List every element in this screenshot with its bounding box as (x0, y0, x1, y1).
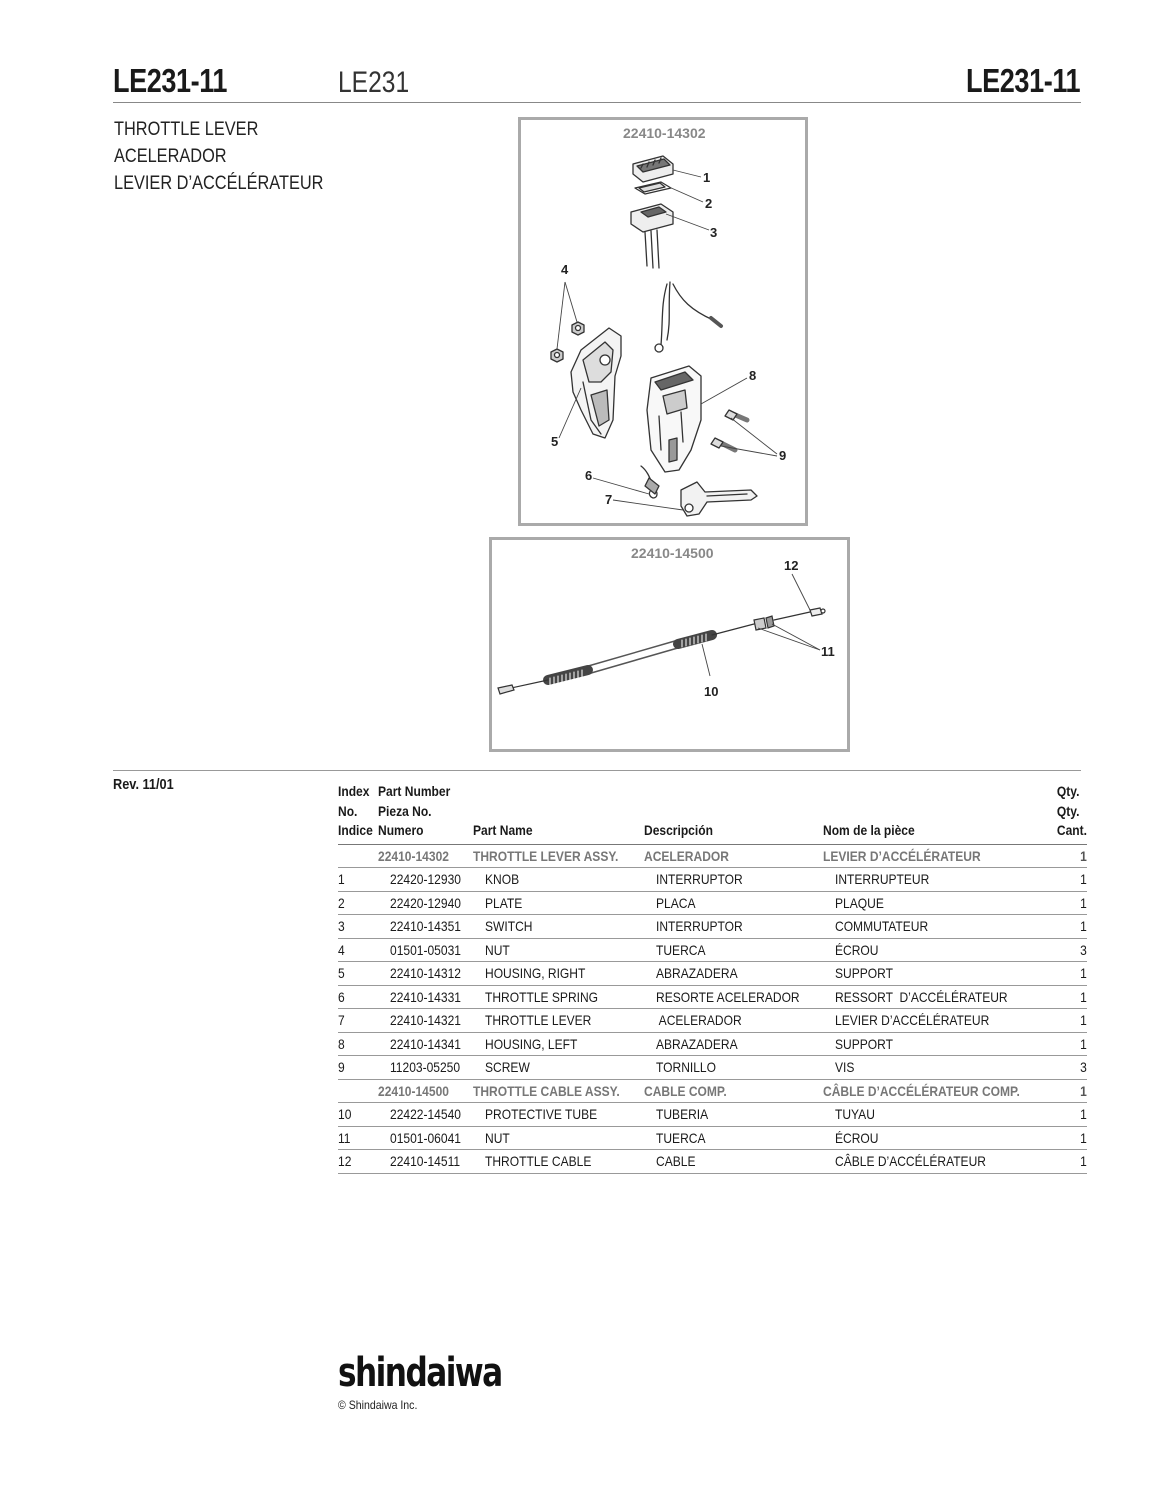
cell-nom: LEVIER D’ACCÉLÉRATEUR (823, 1009, 1052, 1033)
table-row (338, 962, 1087, 986)
cell-part-number: 22410-14312 (378, 962, 473, 986)
table-header-row (338, 782, 1087, 844)
throttle-lever-exploded-view (521, 120, 805, 523)
cell-descripcion: TORNILLO (644, 1056, 823, 1080)
cell-nom: VIS (823, 1056, 1052, 1080)
cell-descripcion: CABLE (644, 1150, 823, 1174)
cell-descripcion: INTERRUPTOR (644, 915, 823, 939)
cell-index: 8 (338, 1032, 378, 1056)
cell-part-name: KNOB (473, 868, 644, 892)
cell-part-number: 01501-06041 (378, 1126, 473, 1150)
copyright: © Shindaiwa Inc. (338, 1398, 418, 1412)
assembly-row (338, 1079, 1087, 1103)
cell-part-number: 01501-05031 (378, 938, 473, 962)
shindaiwa-logo: shindaiwa (338, 1350, 502, 1396)
cell-part-number: 22410-14321 (378, 1009, 473, 1033)
cell-descripcion: TUERCA (644, 1126, 823, 1150)
throttle-cable-diagram (489, 537, 850, 752)
cell-part-name: THROTTLE LEVER ASSY. (473, 844, 644, 868)
callout-7: 7 (605, 492, 613, 507)
section-titles (114, 116, 323, 197)
cell-nom: LEVIER D’ACCÉLÉRATEUR (823, 844, 1052, 868)
cell-descripcion: ACELERADOR (644, 844, 823, 868)
cell-part-name: SWITCH (473, 915, 644, 939)
cell-index: 7 (338, 1009, 378, 1033)
assembly-part-number: 22410-14302 (623, 125, 706, 141)
cell-qty: 1 (1052, 1009, 1087, 1033)
header-rule (113, 102, 1081, 103)
cell-index: 10 (338, 1103, 378, 1127)
cell-part-number: 22410-14331 (378, 985, 473, 1009)
revision-label: Rev. 11/01 (113, 776, 174, 793)
cell-nom: ÉCROU (823, 938, 1052, 962)
cell-part-number: 22410-14511 (378, 1150, 473, 1174)
title-english: THROTTLE LEVER (114, 119, 259, 140)
table-row (338, 1009, 1087, 1033)
table-row (338, 915, 1087, 939)
cell-part-name: THROTTLE CABLE (473, 1150, 644, 1174)
header-descripcion: Descripción (644, 782, 823, 844)
table-row (338, 1150, 1087, 1174)
table-row (338, 1032, 1087, 1056)
cell-qty: 3 (1052, 1056, 1087, 1080)
cell-part-number: 22410-14302 (378, 844, 473, 868)
cell-nom: CÂBLE D’ACCÉLÉRATEUR (823, 1150, 1052, 1174)
table-row (338, 938, 1087, 962)
callout-5: 5 (551, 434, 559, 449)
cell-qty: 1 (1052, 1103, 1087, 1127)
cell-qty: 1 (1052, 915, 1087, 939)
cell-part-name: NUT (473, 1126, 644, 1150)
cell-part-name: NUT (473, 938, 644, 962)
cell-part-number: 11203-05250 (378, 1056, 473, 1080)
cell-qty: 1 (1052, 962, 1087, 986)
cell-qty: 1 (1052, 1079, 1087, 1103)
callout-11: 11 (821, 644, 835, 659)
cell-descripcion: CABLE COMP. (644, 1079, 823, 1103)
cell-qty: 1 (1052, 1150, 1087, 1174)
assembly-row (338, 844, 1087, 868)
cell-part-name: SCREW (473, 1056, 644, 1080)
cell-index: 11 (338, 1126, 378, 1150)
cell-nom: ÉCROU (823, 1126, 1052, 1150)
cell-descripcion: TUERCA (644, 938, 823, 962)
parts-table-body (338, 844, 1087, 1173)
cell-index: 12 (338, 1150, 378, 1174)
cell-part-name: HOUSING, RIGHT (473, 962, 644, 986)
table-row (338, 891, 1087, 915)
throttle-lever-diagram (518, 117, 808, 526)
page-code-left: LE231-11 (113, 62, 228, 99)
cell-descripcion: RESORTE ACELERADOR (644, 985, 823, 1009)
cell-nom: SUPPORT (823, 1032, 1052, 1056)
page-code-right: LE231-11 (965, 62, 1080, 99)
cell-part-number: 22410-14341 (378, 1032, 473, 1056)
cell-descripcion: INTERRUPTOR (644, 868, 823, 892)
title-french: LEVIER D’ACCÉLÉRATEUR (114, 173, 324, 194)
cell-qty: 1 (1052, 1126, 1087, 1150)
cell-index: 6 (338, 985, 378, 1009)
cell-index (338, 1079, 378, 1103)
cell-nom: COMMUTATEUR (823, 915, 1052, 939)
cell-part-number: 22410-14351 (378, 915, 473, 939)
cell-qty: 1 (1052, 1032, 1087, 1056)
cell-index: 1 (338, 868, 378, 892)
callout-3: 3 (710, 225, 718, 240)
cell-descripcion: ABRAZADERA (644, 1032, 823, 1056)
cell-nom: RESSORT D’ACCÉLÉRATEUR (823, 985, 1052, 1009)
cell-part-name: THROTTLE CABLE ASSY. (473, 1079, 644, 1103)
cable-part-number: 22410-14500 (631, 545, 714, 561)
cell-descripcion: ACELERADOR (644, 1009, 823, 1033)
cell-index: 5 (338, 962, 378, 986)
cell-descripcion: PLACA (644, 891, 823, 915)
header-qty: Qty. Qty. Cant. (1052, 782, 1087, 844)
cell-qty: 3 (1052, 938, 1087, 962)
cell-part-name: THROTTLE LEVER (473, 1009, 644, 1033)
cell-descripcion: TUBERIA (644, 1103, 823, 1127)
table-row (338, 985, 1087, 1009)
cell-part-name: THROTTLE SPRING (473, 985, 644, 1009)
parts-table (338, 782, 1087, 1174)
throttle-cable-view (492, 540, 847, 749)
cell-nom: INTERRUPTEUR (823, 868, 1052, 892)
cell-part-number: 22420-12940 (378, 891, 473, 915)
table-row (338, 1056, 1087, 1080)
callout-12: 12 (784, 558, 799, 573)
cell-part-number: 22420-12930 (378, 868, 473, 892)
cell-index: 4 (338, 938, 378, 962)
cell-index (338, 844, 378, 868)
table-row (338, 1126, 1087, 1150)
table-row (338, 868, 1087, 892)
callout-10: 10 (704, 684, 719, 699)
cell-part-name: PLATE (473, 891, 644, 915)
cell-part-name: PROTECTIVE TUBE (473, 1103, 644, 1127)
cell-qty: 1 (1052, 891, 1087, 915)
cell-index: 3 (338, 915, 378, 939)
callout-1: 1 (703, 170, 711, 185)
callout-8: 8 (749, 368, 757, 383)
title-spanish: ACELERADOR (114, 146, 227, 167)
cell-nom: CÂBLE D’ACCÉLÉRATEUR COMP. (823, 1079, 1052, 1103)
header-part-number: Part Number Pieza No. Numero (378, 782, 473, 844)
cell-nom: PLAQUE (823, 891, 1052, 915)
header-part-name: Part Name (473, 782, 644, 844)
cell-qty: 1 (1052, 844, 1087, 868)
cell-descripcion: ABRAZADERA (644, 962, 823, 986)
cell-part-number: 22410-14500 (378, 1079, 473, 1103)
cell-nom: TUYAU (823, 1103, 1052, 1127)
cell-index: 2 (338, 891, 378, 915)
table-row (338, 1103, 1087, 1127)
callout-9: 9 (779, 448, 787, 463)
cell-part-number: 22422-14540 (378, 1103, 473, 1127)
header-index: Index No. Indice (338, 782, 378, 844)
header-nom: Nom de la pièce (823, 782, 1052, 844)
cell-qty: 1 (1052, 868, 1087, 892)
cell-qty: 1 (1052, 985, 1087, 1009)
callout-6: 6 (585, 468, 593, 483)
cell-part-name: HOUSING, LEFT (473, 1032, 644, 1056)
cell-index: 9 (338, 1056, 378, 1080)
model-name: LE231 (338, 66, 410, 99)
callout-2: 2 (705, 196, 713, 211)
cell-nom: SUPPORT (823, 962, 1052, 986)
callout-4: 4 (561, 262, 569, 277)
section-rule (113, 770, 1081, 771)
